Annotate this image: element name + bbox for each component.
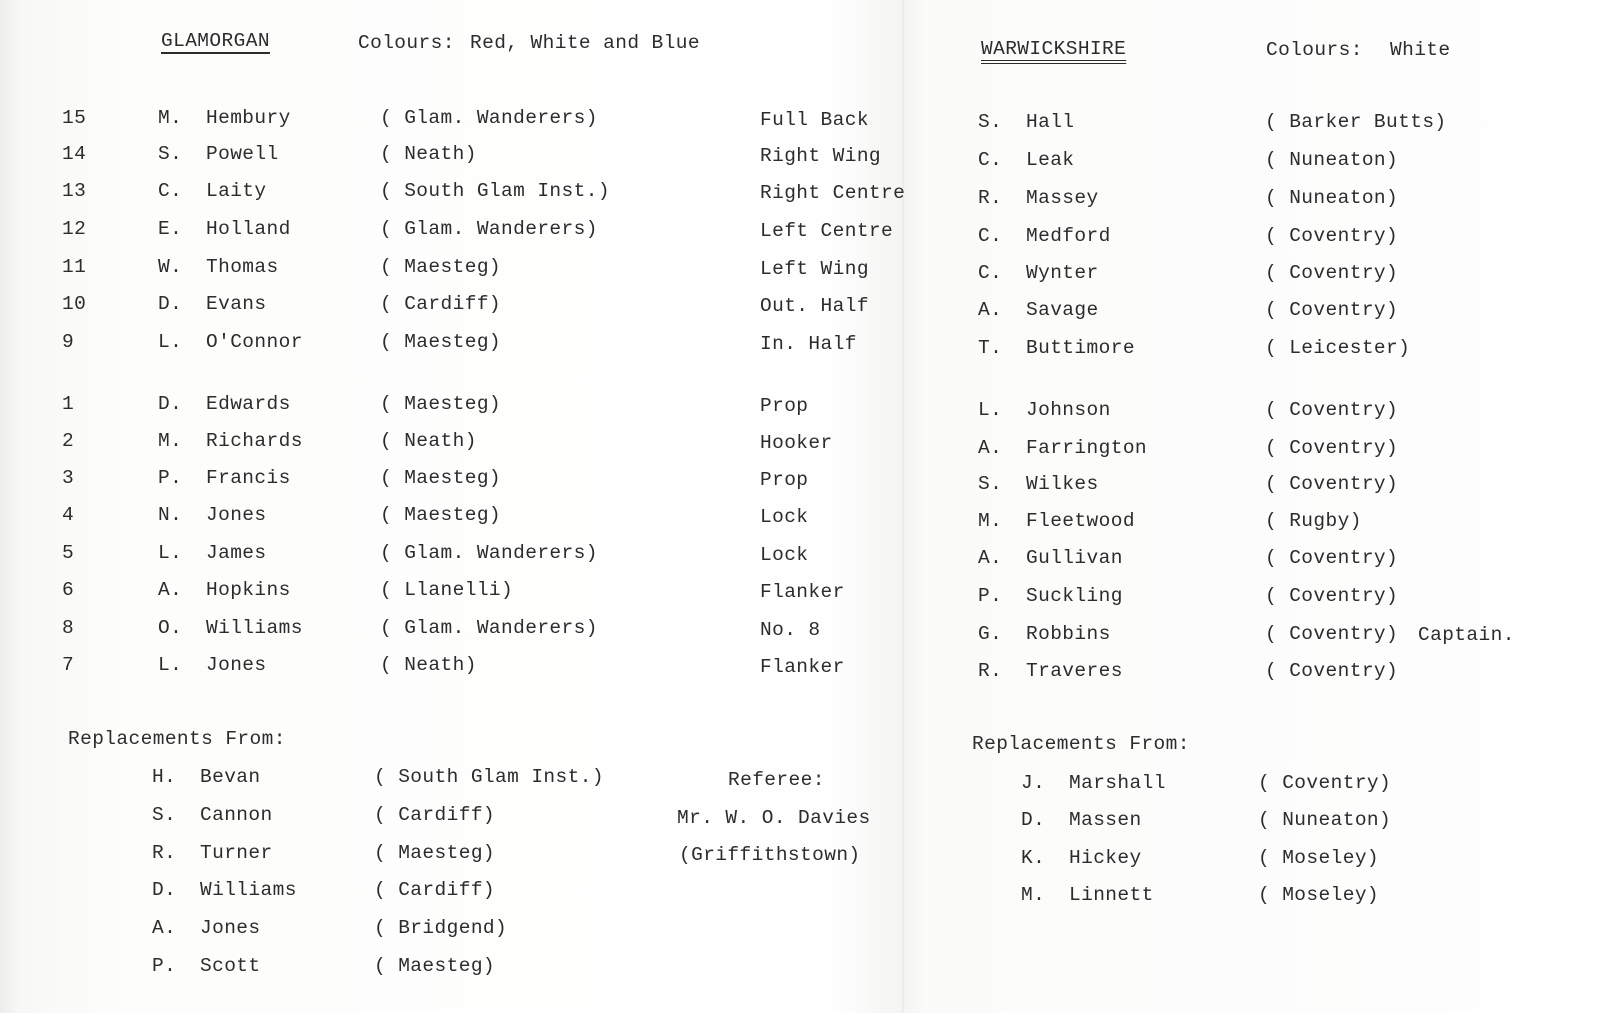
warwickshire-player-surname: Wilkes	[1026, 473, 1099, 495]
page-fold	[902, 0, 904, 1013]
glamorgan-player-initial: A.	[158, 579, 183, 601]
glamorgan-player-initial: S.	[158, 143, 183, 165]
player-position: Out. Half	[760, 295, 869, 317]
glamorgan-player-number: 3	[62, 467, 75, 489]
warwickshire-replacement-club: ( Moseley)	[1258, 884, 1380, 906]
referee-club: (Griffithstown)	[679, 844, 861, 866]
warwickshire-player-surname: Savage	[1026, 299, 1099, 321]
glamorgan-player-surname: Powell	[206, 143, 279, 165]
warwickshire-player-initial: R.	[978, 187, 1003, 209]
warwickshire-player-club: ( Nuneaton)	[1265, 187, 1399, 209]
glamorgan-player-surname: Edwards	[206, 393, 291, 415]
warwickshire-player-surname: Suckling	[1026, 585, 1123, 607]
warwickshire-replacement-club: ( Moseley)	[1258, 847, 1380, 869]
glamorgan-player-initial: O.	[158, 617, 183, 639]
warwickshire-player-initial: A.	[978, 299, 1003, 321]
warwickshire-player-club: ( Coventry)	[1265, 437, 1399, 459]
warwickshire-replacement-club: ( Nuneaton)	[1258, 809, 1392, 831]
warwickshire-player-surname: Wynter	[1026, 262, 1099, 284]
glamorgan-replacement-club: ( Cardiff)	[374, 879, 496, 901]
warwickshire-replacement-initial: D.	[1021, 809, 1046, 831]
glamorgan-replacement-surname: Turner	[200, 842, 273, 864]
glamorgan-player-number: 9	[62, 331, 75, 353]
warwickshire-player-surname: Johnson	[1026, 399, 1111, 421]
glamorgan-player-number: 15	[62, 107, 87, 129]
warwickshire-replacement-initial: M.	[1021, 884, 1046, 906]
glamorgan-player-club: ( Llanelli)	[380, 579, 514, 601]
glamorgan-player-number: 4	[62, 504, 75, 526]
glamorgan-player-number: 1	[62, 393, 75, 415]
warwickshire-player-initial: G.	[978, 623, 1003, 645]
warwickshire-player-surname: Gullivan	[1026, 547, 1123, 569]
warwickshire-player-initial: C.	[978, 262, 1003, 284]
glamorgan-player-initial: N.	[158, 504, 183, 526]
warwickshire-player-club: ( Coventry)	[1265, 623, 1399, 645]
captain-note: Captain.	[1418, 624, 1515, 646]
warwickshire-replacement-initial: K.	[1021, 847, 1046, 869]
warwickshire-player-club: ( Coventry)	[1265, 399, 1399, 421]
glamorgan-player-initial: L.	[158, 542, 183, 564]
glamorgan-player-number: 14	[62, 143, 87, 165]
warwickshire-player-surname: Fleetwood	[1026, 510, 1135, 532]
warwickshire-player-surname: Massey	[1026, 187, 1099, 209]
warwickshire-player-initial: A.	[978, 437, 1003, 459]
glamorgan-player-club: ( South Glam Inst.)	[380, 180, 610, 202]
glamorgan-player-initial: M.	[158, 107, 183, 129]
glamorgan-player-club: ( Glam. Wanderers)	[380, 542, 598, 564]
glamorgan-replacement-initial: H.	[152, 766, 177, 788]
glamorgan-player-surname: Richards	[206, 430, 303, 452]
glamorgan-player-initial: P.	[158, 467, 183, 489]
glamorgan-player-number: 5	[62, 542, 75, 564]
glamorgan-player-initial: L.	[158, 654, 183, 676]
player-position: Left Wing	[760, 258, 869, 280]
player-position: Hooker	[760, 432, 833, 454]
glamorgan-player-club: ( Glam. Wanderers)	[380, 617, 598, 639]
player-position: Right Centre	[760, 182, 906, 204]
warwickshire-colours-value: White	[1390, 39, 1451, 61]
referee-label: Referee:	[728, 769, 825, 791]
glamorgan-player-initial: M.	[158, 430, 183, 452]
player-position: Lock	[760, 506, 809, 528]
warwickshire-player-surname: Medford	[1026, 225, 1111, 247]
warwickshire-player-initial: S.	[978, 473, 1003, 495]
glamorgan-replacement-club: ( Bridgend)	[374, 917, 508, 939]
glamorgan-player-number: 13	[62, 180, 87, 202]
glamorgan-replacement-initial: P.	[152, 955, 177, 977]
player-position: No. 8	[760, 619, 821, 641]
glamorgan-replacement-club: ( Maesteg)	[374, 955, 496, 977]
glamorgan-replacement-surname: Cannon	[200, 804, 273, 826]
glamorgan-player-surname: Evans	[206, 293, 267, 315]
glamorgan-player-surname: Williams	[206, 617, 303, 639]
glamorgan-player-surname: Hembury	[206, 107, 291, 129]
glamorgan-player-initial: L.	[158, 331, 183, 353]
glamorgan-replacement-club: ( Cardiff)	[374, 804, 496, 826]
warwickshire-player-club: ( Coventry)	[1265, 473, 1399, 495]
referee-name: Mr. W. O. Davies	[677, 807, 871, 829]
warwickshire-replacement-surname: Hickey	[1069, 847, 1142, 869]
glamorgan-player-club: ( Neath)	[380, 430, 477, 452]
warwickshire-player-club: ( Nuneaton)	[1265, 149, 1399, 171]
warwickshire-player-surname: Farrington	[1026, 437, 1148, 459]
glamorgan-player-surname: O'Connor	[206, 331, 303, 353]
warwickshire-player-club: ( Coventry)	[1265, 585, 1399, 607]
warwickshire-player-initial: P.	[978, 585, 1003, 607]
glamorgan-player-surname: Jones	[206, 654, 267, 676]
warwickshire-replacement-club: ( Coventry)	[1258, 772, 1392, 794]
warwickshire-player-initial: R.	[978, 660, 1003, 682]
warwickshire-replacement-surname: Massen	[1069, 809, 1142, 831]
glamorgan-replacements-title: Replacements From:	[68, 728, 286, 750]
player-position: Flanker	[760, 656, 845, 678]
glamorgan-player-number: 6	[62, 579, 75, 601]
glamorgan-replacement-surname: Bevan	[200, 766, 261, 788]
warwickshire-player-surname: Traveres	[1026, 660, 1123, 682]
player-position: Prop	[760, 469, 809, 491]
warwickshire-player-club: ( Barker Butts)	[1265, 111, 1447, 133]
glamorgan-player-surname: Laity	[206, 180, 267, 202]
warwickshire-player-club: ( Leicester)	[1265, 337, 1411, 359]
warwickshire-player-initial: A.	[978, 547, 1003, 569]
warwickshire-replacement-surname: Linnett	[1069, 884, 1154, 906]
glamorgan-colours-label: Colours:	[358, 32, 455, 54]
glamorgan-player-initial: C.	[158, 180, 183, 202]
glamorgan-player-number: 11	[62, 256, 87, 278]
warwickshire-player-initial: T.	[978, 337, 1003, 359]
warwickshire-player-surname: Robbins	[1026, 623, 1111, 645]
glamorgan-player-club: ( Maesteg)	[380, 256, 502, 278]
glamorgan-player-club: ( Cardiff)	[380, 293, 502, 315]
warwickshire-player-surname: Hall	[1026, 111, 1075, 133]
glamorgan-replacement-initial: A.	[152, 917, 177, 939]
paper-edge-shadow	[0, 0, 20, 1013]
glamorgan-player-initial: D.	[158, 293, 183, 315]
glamorgan-player-club: ( Maesteg)	[380, 331, 502, 353]
glamorgan-replacement-initial: R.	[152, 842, 177, 864]
glamorgan-player-initial: D.	[158, 393, 183, 415]
player-position: Left Centre	[760, 220, 894, 242]
glamorgan-player-club: ( Maesteg)	[380, 393, 502, 415]
glamorgan-player-surname: Jones	[206, 504, 267, 526]
glamorgan-replacement-surname: Williams	[200, 879, 297, 901]
glamorgan-team-title: GLAMORGAN	[161, 30, 270, 52]
glamorgan-player-number: 2	[62, 430, 75, 452]
glamorgan-player-surname: Thomas	[206, 256, 279, 278]
warwickshire-player-initial: C.	[978, 225, 1003, 247]
glamorgan-player-club: ( Glam. Wanderers)	[380, 107, 598, 129]
player-position: Prop	[760, 395, 809, 417]
glamorgan-colours-value: Red, White and Blue	[470, 32, 700, 54]
player-position: Right Wing	[760, 145, 882, 167]
glamorgan-player-club: ( Maesteg)	[380, 467, 502, 489]
warwickshire-player-club: ( Coventry)	[1265, 225, 1399, 247]
player-position: Full Back	[760, 109, 869, 131]
glamorgan-player-surname: James	[206, 542, 267, 564]
glamorgan-replacement-surname: Scott	[200, 955, 261, 977]
glamorgan-player-surname: Holland	[206, 218, 291, 240]
warwickshire-player-surname: Buttimore	[1026, 337, 1135, 359]
warwickshire-team-title: WARWICKSHIRE	[981, 38, 1127, 60]
warwickshire-player-initial: L.	[978, 399, 1003, 421]
glamorgan-player-number: 12	[62, 218, 87, 240]
glamorgan-player-club: ( Glam. Wanderers)	[380, 218, 598, 240]
warwickshire-player-club: ( Coventry)	[1265, 660, 1399, 682]
warwickshire-replacement-surname: Marshall	[1069, 772, 1166, 794]
player-position: In. Half	[760, 333, 857, 355]
warwickshire-player-initial: S.	[978, 111, 1003, 133]
glamorgan-player-initial: E.	[158, 218, 183, 240]
glamorgan-player-number: 7	[62, 654, 75, 676]
glamorgan-replacement-initial: S.	[152, 804, 177, 826]
glamorgan-replacement-surname: Jones	[200, 917, 261, 939]
warwickshire-replacement-initial: J.	[1021, 772, 1046, 794]
glamorgan-player-surname: Francis	[206, 467, 291, 489]
warwickshire-player-surname: Leak	[1026, 149, 1075, 171]
warwickshire-colours-label: Colours:	[1266, 39, 1363, 61]
warwickshire-player-club: ( Rugby)	[1265, 510, 1362, 532]
glamorgan-player-club: ( Neath)	[380, 143, 477, 165]
warwickshire-player-club: ( Coventry)	[1265, 262, 1399, 284]
glamorgan-replacement-club: ( South Glam Inst.)	[374, 766, 604, 788]
warwickshire-replacements-title: Replacements From:	[972, 733, 1190, 755]
glamorgan-player-initial: W.	[158, 256, 183, 278]
warwickshire-player-initial: M.	[978, 510, 1003, 532]
warwickshire-player-club: ( Coventry)	[1265, 299, 1399, 321]
glamorgan-replacement-initial: D.	[152, 879, 177, 901]
glamorgan-player-number: 10	[62, 293, 87, 315]
glamorgan-player-surname: Hopkins	[206, 579, 291, 601]
glamorgan-player-club: ( Neath)	[380, 654, 477, 676]
player-position: Lock	[760, 544, 809, 566]
warwickshire-player-initial: C.	[978, 149, 1003, 171]
player-position: Flanker	[760, 581, 845, 603]
warwickshire-player-club: ( Coventry)	[1265, 547, 1399, 569]
glamorgan-player-club: ( Maesteg)	[380, 504, 502, 526]
glamorgan-player-number: 8	[62, 617, 75, 639]
glamorgan-replacement-club: ( Maesteg)	[374, 842, 496, 864]
